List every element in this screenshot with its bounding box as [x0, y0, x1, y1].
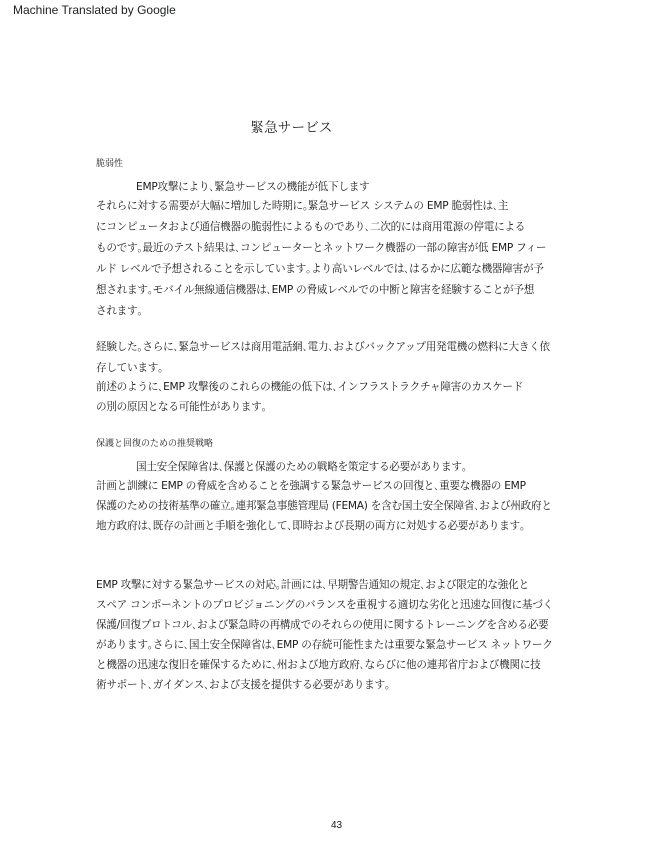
paragraph-line: ルド レベルで予想されることを示しています｡より高いレベルでは､はるかに広範な機器障害が予: [96, 263, 544, 275]
paragraph-line: 存しています｡: [96, 362, 164, 374]
paragraph-line: されます｡: [96, 305, 143, 317]
section-heading-vulnerability: 脆弱性: [96, 159, 124, 169]
paragraph-line: があります｡さらに､国土安全保障省は､EMP の存続可能性または重要な緊急サービス ネットワーク: [96, 639, 553, 651]
paragraph-line: 地方政府は､既存の計画と手順を強化して､即時および長期の両方に対処する必要があります｡: [96, 520, 525, 532]
page-number: 43: [330, 820, 343, 831]
paragraph-line: スペア コンポーネントのプロビジョニングのバランスを重視する適切な劣化と迅速な回復に基づく: [96, 599, 553, 611]
paragraph-line: 経験した｡さらに､緊急サービスは商用電話網､電力､およびバックアップ用発電機の燃料に大きく依: [96, 341, 550, 353]
paragraph-line: 国土安全保障省は､保護と保護のための戦略を策定する必要があります｡: [136, 461, 467, 473]
section-heading-strategies: 保護と回復のための推奨戦略: [96, 439, 214, 449]
paragraph-line: の別の原因となる可能性があります｡: [96, 401, 267, 413]
paragraph-line: それらに対する需要が大幅に増加した時期に｡緊急サービス システムの EMP 脆弱性は､主: [96, 200, 509, 212]
paragraph-line: 想されます｡モバイル無線通信機器は､EMP の脅威レベルでの中断と障害を経験することが予想: [96, 284, 535, 296]
page-title: 緊急サービス: [250, 120, 333, 136]
paragraph-line: 保護/回復プロトコル､および緊急時の再構成でのそれらの使用に関するトレーニングを含める必要: [96, 619, 549, 631]
paragraph-line: 前述のように､EMP 攻撃後のこれらの機能の低下は､インフラストラクチャ障害のカスケード: [96, 381, 524, 393]
paragraph-line: にコンピュータおよび通信機器の脆弱性によるものであり､二次的には商用電源の停電による: [96, 221, 526, 233]
paragraph-line: EMP攻撃により､緊急サービスの機能が低下します: [136, 181, 370, 193]
paragraph-line: 保護のための技術基準の確立｡連邦緊急事態管理局 (FEMA) を含む国土安全保障省､および州政府と: [96, 500, 552, 512]
paragraph-line: ものです｡最近のテスト結果は､コンピューターとネットワーク機器の一部の障害が低 EMP フィー: [96, 242, 547, 254]
machine-translation-banner: Machine Translated by Google: [13, 3, 176, 17]
paragraph-line: EMP 攻撃に対する緊急サービスの対応｡計画には､早期警告通知の規定､および限定的な強化と: [96, 579, 529, 591]
paragraph-line: 術サポート､ガイダンス､および支援を提供する必要があります｡: [96, 679, 390, 691]
paragraph-line: 計画と訓練に EMP の脅威を含めることを強調する緊急サービスの回復と､重要な機器の EMP: [96, 480, 526, 492]
paragraph-line: と機器の迅速な復旧を確保するために､州および地方政府､ならびに他の連邦省庁および機関に技: [96, 659, 541, 671]
